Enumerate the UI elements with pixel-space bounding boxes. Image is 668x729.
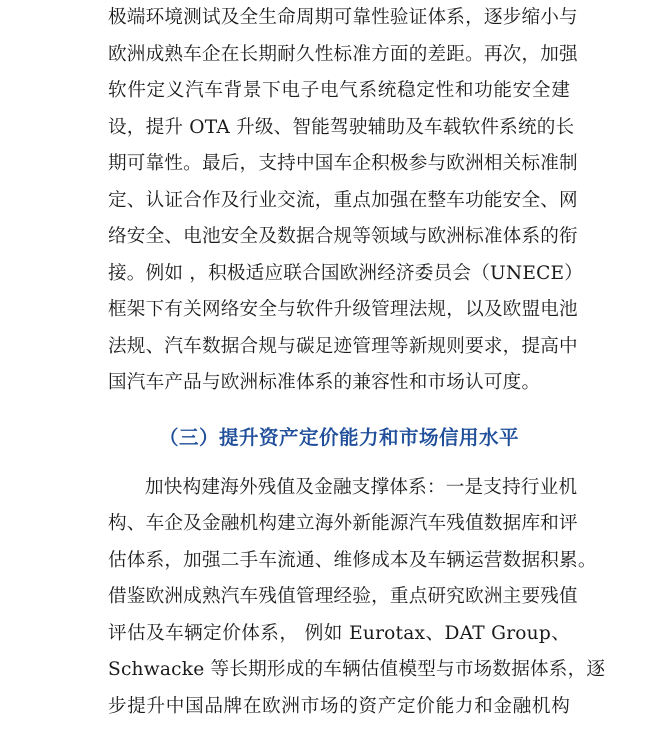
- text-line: 构、车企及金融机构建立海外新能源汽车残值数据库和评: [108, 513, 578, 534]
- text-line: 定、认证合作及行业交流，重点加强在整车功能安全、网: [108, 189, 578, 211]
- text-line: 软件定义汽车背景下电子电气系统稳定性和功能安全建: [108, 80, 570, 101]
- paragraph-residual-value: [108, 470, 606, 726]
- text-line: 评估及车辆定价体系， 例如 Eurotax、DAT Group、: [108, 622, 570, 644]
- text-line: 国汽车产品与欧洲标准体系的兼容性和市场认可度。: [108, 372, 541, 393]
- text-line: 期可靠性。最后，支持中国车企积极参与欧洲相关标准制: [108, 153, 578, 174]
- text-line: 步提升中国品牌在欧洲市场的资产定价能力和金融机构: [108, 695, 570, 717]
- text-line: 络安全、电池安全及数据合规等领域与欧洲标准体系的衔: [108, 226, 578, 247]
- text-line: 欧洲成熟车企在长期耐久性标准方面的差距。再次，加强: [108, 43, 578, 65]
- text-line: 借鉴欧洲成熟汽车残值管理经验，重点研究欧洲主要残值: [108, 586, 578, 607]
- text-line: 加快构建海外残值及金融支撑体系：一是支持行业机: [145, 476, 578, 498]
- text-line: 框架下有关网络安全与软件升级管理法规，以及欧盟电池: [108, 299, 578, 320]
- text-line: 估体系，加强二手车流通、维修成本及车辆运营数据积累。: [108, 549, 597, 571]
- text-line: 接。例如 ，积极适应联合国欧洲经济委员会（UNECE）: [108, 262, 584, 284]
- text-line: Schwacke 等长期形成的车辆估值模型与市场数据体系，逐: [108, 659, 606, 680]
- paragraph-reliability: [108, 0, 584, 402]
- text-line: 设，提升 OTA 升级、智能驾驶辅助及车载软件系统的长: [108, 116, 575, 138]
- section-heading: （三）提升资产定价能力和市场信用水平: [158, 425, 519, 449]
- document-page: [108, 0, 606, 725]
- text-line: 极端环境测试及全生命周期可靠性验证体系，逐步缩小与: [108, 7, 578, 28]
- text-line: 法规、汽车数据合规与碳足迹管理等新规则要求，提高中: [108, 335, 578, 357]
